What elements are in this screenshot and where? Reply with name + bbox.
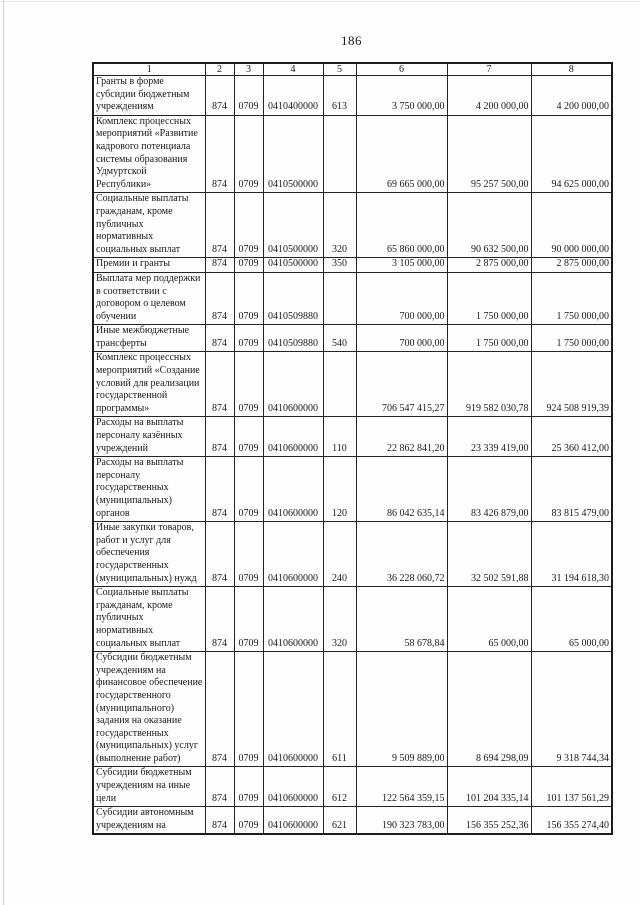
table-cell xyxy=(323,115,356,193)
table-cell: Субсидии автономным учреждениям на xyxy=(93,807,205,835)
table-row xyxy=(93,417,612,457)
table-cell: 86 042 635,14 xyxy=(356,457,447,522)
table-row xyxy=(93,272,612,324)
table-cell: 0410600000 xyxy=(263,352,323,417)
table-header-row xyxy=(93,63,612,76)
table-cell: 0709 xyxy=(234,807,263,835)
table-cell: 0709 xyxy=(234,457,263,522)
table-cell: 65 000,00 xyxy=(531,587,612,652)
table-cell: Комплекс процессных мероприятий «Создание условий для реализации государственной программы» xyxy=(93,352,205,417)
table-row xyxy=(93,652,612,767)
table-cell: 4 200 000,00 xyxy=(447,76,531,116)
table-cell: 65 000,00 xyxy=(447,587,531,652)
column-header: 6 xyxy=(356,63,447,76)
table-cell: 8 694 298,09 xyxy=(447,652,531,767)
table-cell: 874 xyxy=(205,76,234,116)
table-cell: 0709 xyxy=(234,767,263,807)
table-cell: 874 xyxy=(205,352,234,417)
table-cell: 0410400000 xyxy=(263,76,323,116)
table-row xyxy=(93,457,612,522)
table-cell: 0709 xyxy=(234,193,263,258)
table-cell: Иные закупки товаров, работ и услуг для обеспечения государственных (муниципальных) нужд xyxy=(93,522,205,587)
table-cell: 621 xyxy=(323,807,356,835)
table-cell: 611 xyxy=(323,652,356,767)
table-cell: 0410500000 xyxy=(263,193,323,258)
table-cell: Социальные выплаты гражданам, кроме публичных нормативных социальных выплат xyxy=(93,193,205,258)
table-cell: 0709 xyxy=(234,352,263,417)
table-row xyxy=(93,807,612,835)
table-body xyxy=(93,76,612,835)
table-cell: 9 509 889,00 xyxy=(356,652,447,767)
table-cell: 0709 xyxy=(234,417,263,457)
table-cell: 0709 xyxy=(234,522,263,587)
table-row xyxy=(93,115,612,193)
table-row xyxy=(93,587,612,652)
table-cell: 0709 xyxy=(234,258,263,273)
table-cell: 0410509880 xyxy=(263,272,323,324)
table-cell: 320 xyxy=(323,587,356,652)
table-cell: 156 355 252,36 xyxy=(447,807,531,835)
table-cell: 0709 xyxy=(234,76,263,116)
table-cell: 874 xyxy=(205,115,234,193)
table-cell: 31 194 618,30 xyxy=(531,522,612,587)
table-cell: 874 xyxy=(205,457,234,522)
table-cell: 58 678,84 xyxy=(356,587,447,652)
table-cell: 350 xyxy=(323,258,356,273)
table-cell: 2 875 000,00 xyxy=(447,258,531,273)
table-cell: 874 xyxy=(205,193,234,258)
table-cell: 874 xyxy=(205,325,234,352)
table-row xyxy=(93,76,612,116)
table-cell: 0410600000 xyxy=(263,807,323,835)
table-cell xyxy=(323,352,356,417)
table-cell: 90 632 500,00 xyxy=(447,193,531,258)
table-cell: 65 860 000,00 xyxy=(356,193,447,258)
table-cell: 874 xyxy=(205,587,234,652)
page-number: 186 xyxy=(341,33,362,48)
table-cell: Расходы на выплаты персоналу казённых учреждений xyxy=(93,417,205,457)
table-cell: 613 xyxy=(323,76,356,116)
table-cell: 0410500000 xyxy=(263,258,323,273)
table-cell: 919 582 030,78 xyxy=(447,352,531,417)
table-row xyxy=(93,193,612,258)
table-cell: 874 xyxy=(205,652,234,767)
table-cell: 69 665 000,00 xyxy=(356,115,447,193)
table-row xyxy=(93,767,612,807)
table-cell: 924 508 919,39 xyxy=(531,352,612,417)
budget-table xyxy=(92,62,613,835)
table-cell: Расходы на выплаты персоналу государственных (муниципальных) органов xyxy=(93,457,205,522)
table-cell: Субсидии бюджетным учреждениям на финансовое обеспечение государственного (муниципального) задания на оказание государственных (муниципальных) услуг (выполнение работ) xyxy=(93,652,205,767)
table-cell: Социальные выплаты гражданам, кроме публичных нормативных социальных выплат xyxy=(93,587,205,652)
table-cell: 122 564 359,15 xyxy=(356,767,447,807)
table-cell: 90 000 000,00 xyxy=(531,193,612,258)
table-cell: 3 750 000,00 xyxy=(356,76,447,116)
table-cell: 320 xyxy=(323,193,356,258)
table-cell: 25 360 412,00 xyxy=(531,417,612,457)
table-cell: 4 200 000,00 xyxy=(531,76,612,116)
table-cell: 1 750 000,00 xyxy=(531,272,612,324)
table-cell: 23 339 419,00 xyxy=(447,417,531,457)
table-cell: 101 137 561,29 xyxy=(531,767,612,807)
table-cell: 706 547 415,27 xyxy=(356,352,447,417)
table-cell: 83 426 879,00 xyxy=(447,457,531,522)
table-cell: 0709 xyxy=(234,272,263,324)
table-cell: 1 750 000,00 xyxy=(447,325,531,352)
table-cell: 874 xyxy=(205,522,234,587)
table-cell: 0410600000 xyxy=(263,652,323,767)
table-cell: 0410600000 xyxy=(263,522,323,587)
table-cell: 156 355 274,40 xyxy=(531,807,612,835)
table-cell: 32 502 591,88 xyxy=(447,522,531,587)
table-cell: 1 750 000,00 xyxy=(447,272,531,324)
table-cell: 101 204 335,14 xyxy=(447,767,531,807)
table-cell: 700 000,00 xyxy=(356,325,447,352)
table-cell: 612 xyxy=(323,767,356,807)
table-cell: 240 xyxy=(323,522,356,587)
table-cell: 874 xyxy=(205,272,234,324)
table-cell: 874 xyxy=(205,767,234,807)
table-cell: 94 625 000,00 xyxy=(531,115,612,193)
column-header: 7 xyxy=(447,63,531,76)
table-cell xyxy=(323,272,356,324)
table-cell: 0410600000 xyxy=(263,417,323,457)
table-row xyxy=(93,258,612,273)
table-cell: 0410509880 xyxy=(263,325,323,352)
table-cell: 22 862 841,20 xyxy=(356,417,447,457)
table-cell: Иные межбюджетные трансферты xyxy=(93,325,205,352)
table-cell: Премии и гранты xyxy=(93,258,205,273)
table-cell: 874 xyxy=(205,807,234,835)
table-cell: 36 228 060,72 xyxy=(356,522,447,587)
column-header: 3 xyxy=(234,63,263,76)
table-cell: Субсидии бюджетным учреждениям на иные цели xyxy=(93,767,205,807)
table-cell: 540 xyxy=(323,325,356,352)
column-header: 8 xyxy=(531,63,612,76)
table-cell: 120 xyxy=(323,457,356,522)
table-cell: 0410600000 xyxy=(263,457,323,522)
table-row xyxy=(93,522,612,587)
table-cell: 0709 xyxy=(234,325,263,352)
table-cell: 95 257 500,00 xyxy=(447,115,531,193)
scan-edge-artifact-top xyxy=(0,1,640,2)
table-cell: 83 815 479,00 xyxy=(531,457,612,522)
column-header: 5 xyxy=(323,63,356,76)
table-cell: 874 xyxy=(205,417,234,457)
column-header: 1 xyxy=(93,63,205,76)
column-header: 4 xyxy=(263,63,323,76)
table-cell: 0410600000 xyxy=(263,587,323,652)
table-cell: 0410600000 xyxy=(263,767,323,807)
table-cell: 0709 xyxy=(234,587,263,652)
table-cell: 2 875 000,00 xyxy=(531,258,612,273)
table-cell: Комплекс процессных мероприятий «Развитие кадрового потенциала системы образования Удмуртской Республики» xyxy=(93,115,205,193)
table-cell: 1 750 000,00 xyxy=(531,325,612,352)
table-cell: Гранты в форме субсидии бюджетным учреждениям xyxy=(93,76,205,116)
table-row xyxy=(93,352,612,417)
table-cell: 110 xyxy=(323,417,356,457)
table-cell: 700 000,00 xyxy=(356,272,447,324)
table-cell: 190 323 783,00 xyxy=(356,807,447,835)
table-cell: 0709 xyxy=(234,115,263,193)
table-cell: 9 318 744,34 xyxy=(531,652,612,767)
table-cell: 0709 xyxy=(234,652,263,767)
table-row xyxy=(93,325,612,352)
table-cell: 0410500000 xyxy=(263,115,323,193)
scan-edge-artifact xyxy=(3,0,4,905)
table-cell: Выплата мер поддержки в соответствии с договором о целевом обучении xyxy=(93,272,205,324)
table-cell: 874 xyxy=(205,258,234,273)
table-cell: 3 105 000,00 xyxy=(356,258,447,273)
column-header: 2 xyxy=(205,63,234,76)
